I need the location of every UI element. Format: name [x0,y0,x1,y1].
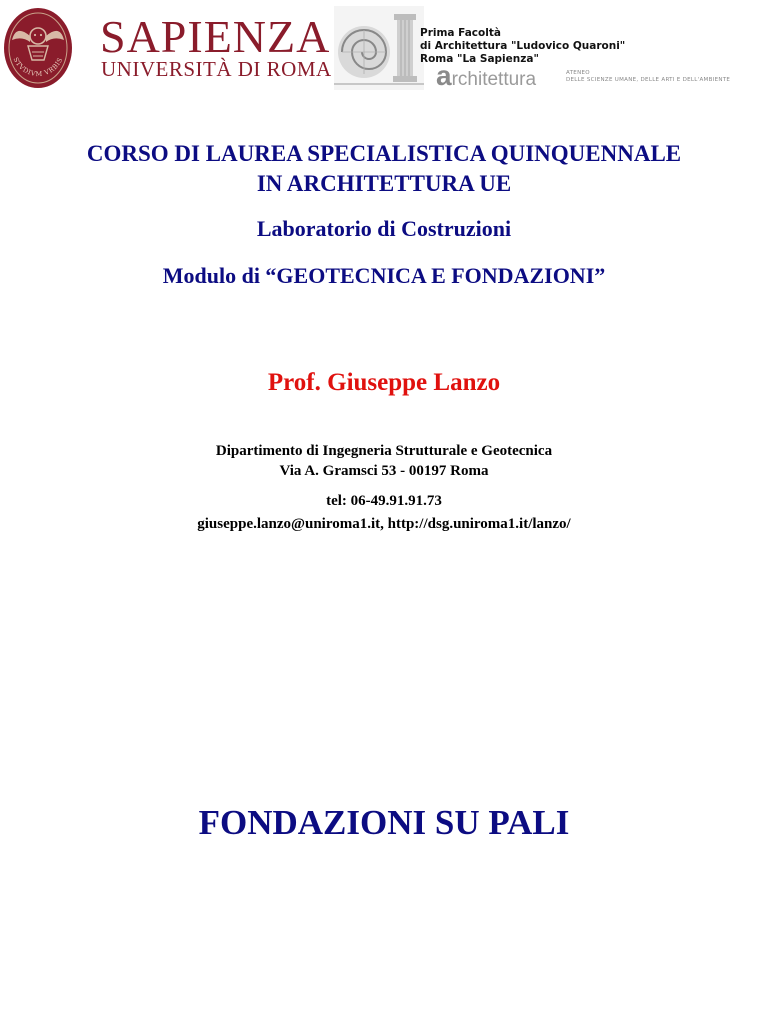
sapienza-subtitle: UNIVERSITÀ DI ROMA [101,57,332,81]
laboratory-title: Laboratorio di Costruzioni [256,216,512,241]
module-title: Modulo di “GEOTECNICA E FONDAZIONI” [162,263,606,288]
header [0,0,768,100]
department: Dipartimento di Ingegneria Strutturale e Geotecnica [215,443,553,459]
seal-text: STVDIVM VRBIS [11,56,65,79]
course-title-line-2: IN ARCHITETTURA UE [256,171,512,196]
faculty-line-3: Roma "La Sapienza" [420,53,539,65]
sapienza-seal-logo [2,6,74,90]
document-title: FONDAZIONI SU PALI [198,803,570,842]
architettura-wordmark [436,60,537,91]
ateneo-line-2: DELLE SCIENZE UMANE, DELLE ARTI E DELL'AMBIENTE [566,77,731,83]
architettura-rest: rchitettura [451,69,537,90]
sapienza-wordmark: SAPIENZA [100,11,331,62]
email-website: giuseppe.lanzo@uniroma1.it, http://dsg.uniroma1.it/lanzo/ [197,516,571,532]
architettura-nautilus-logo [334,6,424,90]
telephone: tel: 06-49.91.91.73 [326,493,442,509]
faculty-line-2: di Architettura "Ludovico Quaroni" [420,40,626,52]
address: Via A. Gramsci 53 - 00197 Roma [279,463,489,479]
ateneo-line-1: ATENEO [566,70,590,76]
professor-name: Prof. Giuseppe Lanzo [267,369,501,396]
course-title-line-1: CORSO DI LAUREA SPECIALISTICA QUINQUENNALE [86,141,682,166]
ateneo-text [566,70,730,84]
architettura-initial: a [436,60,452,91]
faculty-line-1: Prima Facoltà [420,27,501,39]
